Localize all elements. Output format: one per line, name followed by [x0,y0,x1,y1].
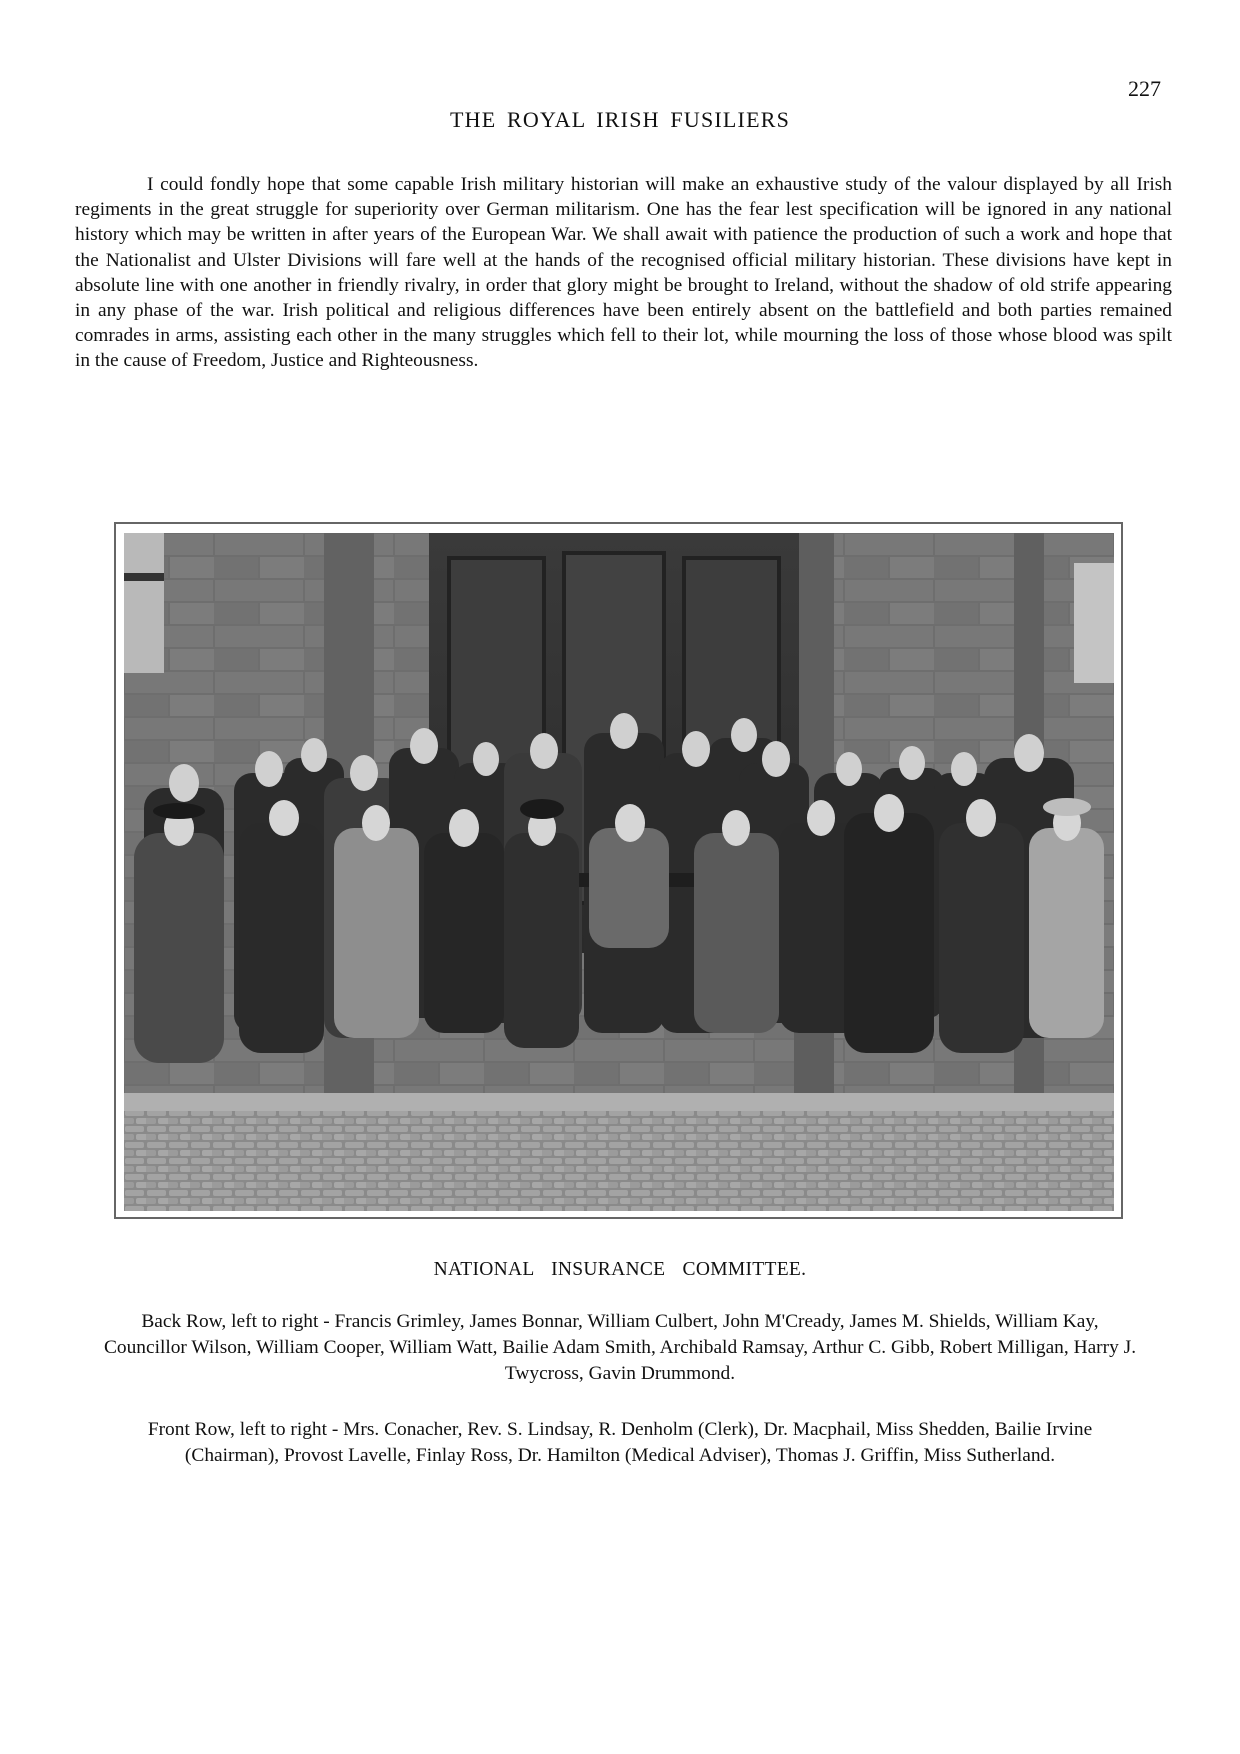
caption-front-row: Front Row, left to right - Mrs. Conacher, Rev. S. Lindsay, R. Denholm (Clerk), Dr. Macphail, Miss Shedden, Bailie Irvine (Chairman), Provost Lavelle, Finlay Ross, Dr. Hamilton (Medical Adviser), Thomas J. Griffin, Miss Sutherland. [147,1419,1093,1466]
photo-illustration [124,533,1114,1211]
photo-frame [114,522,1123,1219]
figure-caption-title: NATIONAL INSURANCE COMMITTEE. [433,1259,807,1280]
running-head: THE ROYAL IRISH FUSILIERS [449,107,791,132]
group-photograph [124,533,1114,1211]
caption-back-row: Back Row, left to right - Francis Grimley, James Bonnar, William Culbert, John M'Cready, James M. Shields, William Kay, Councillor Wilson, William Cooper, William Watt, Bailie Adam Smith, Archibald Ramsay, Arthur C. Gibb, Robert Milligan, Harry J. Twycross, Gavin Drummond. [103,1311,1137,1384]
page-number: 227 [1128,76,1161,101]
body-paragraph: I could fondly hope that some capable Irish military historian will make an exhaustive study of the valour displayed by all Irish regiments in the great struggle for superiority over German militarism. One has the fear lest specification will be ignored in any national history which may be written in after years of the European War. We shall await with patience the production of such a work and hope that the Nationalist and Ulster Divisions will fare well at the hands of the recognised official military historian. These divisions have kept in absolute line with one another in friendly rivalry, in order that glory might be brought to Ireland, without the shadow of old strife appearing in any phase of the war. Irish political and religious differences have been entirely absent on the battlefield and both parties remained comrades in arms, assisting each other in the many struggles which fell to their lot, while mourning the loss of those whose blood was spilt in the cause of Freedom, Justice and Righteousness. [75,174,1172,372]
